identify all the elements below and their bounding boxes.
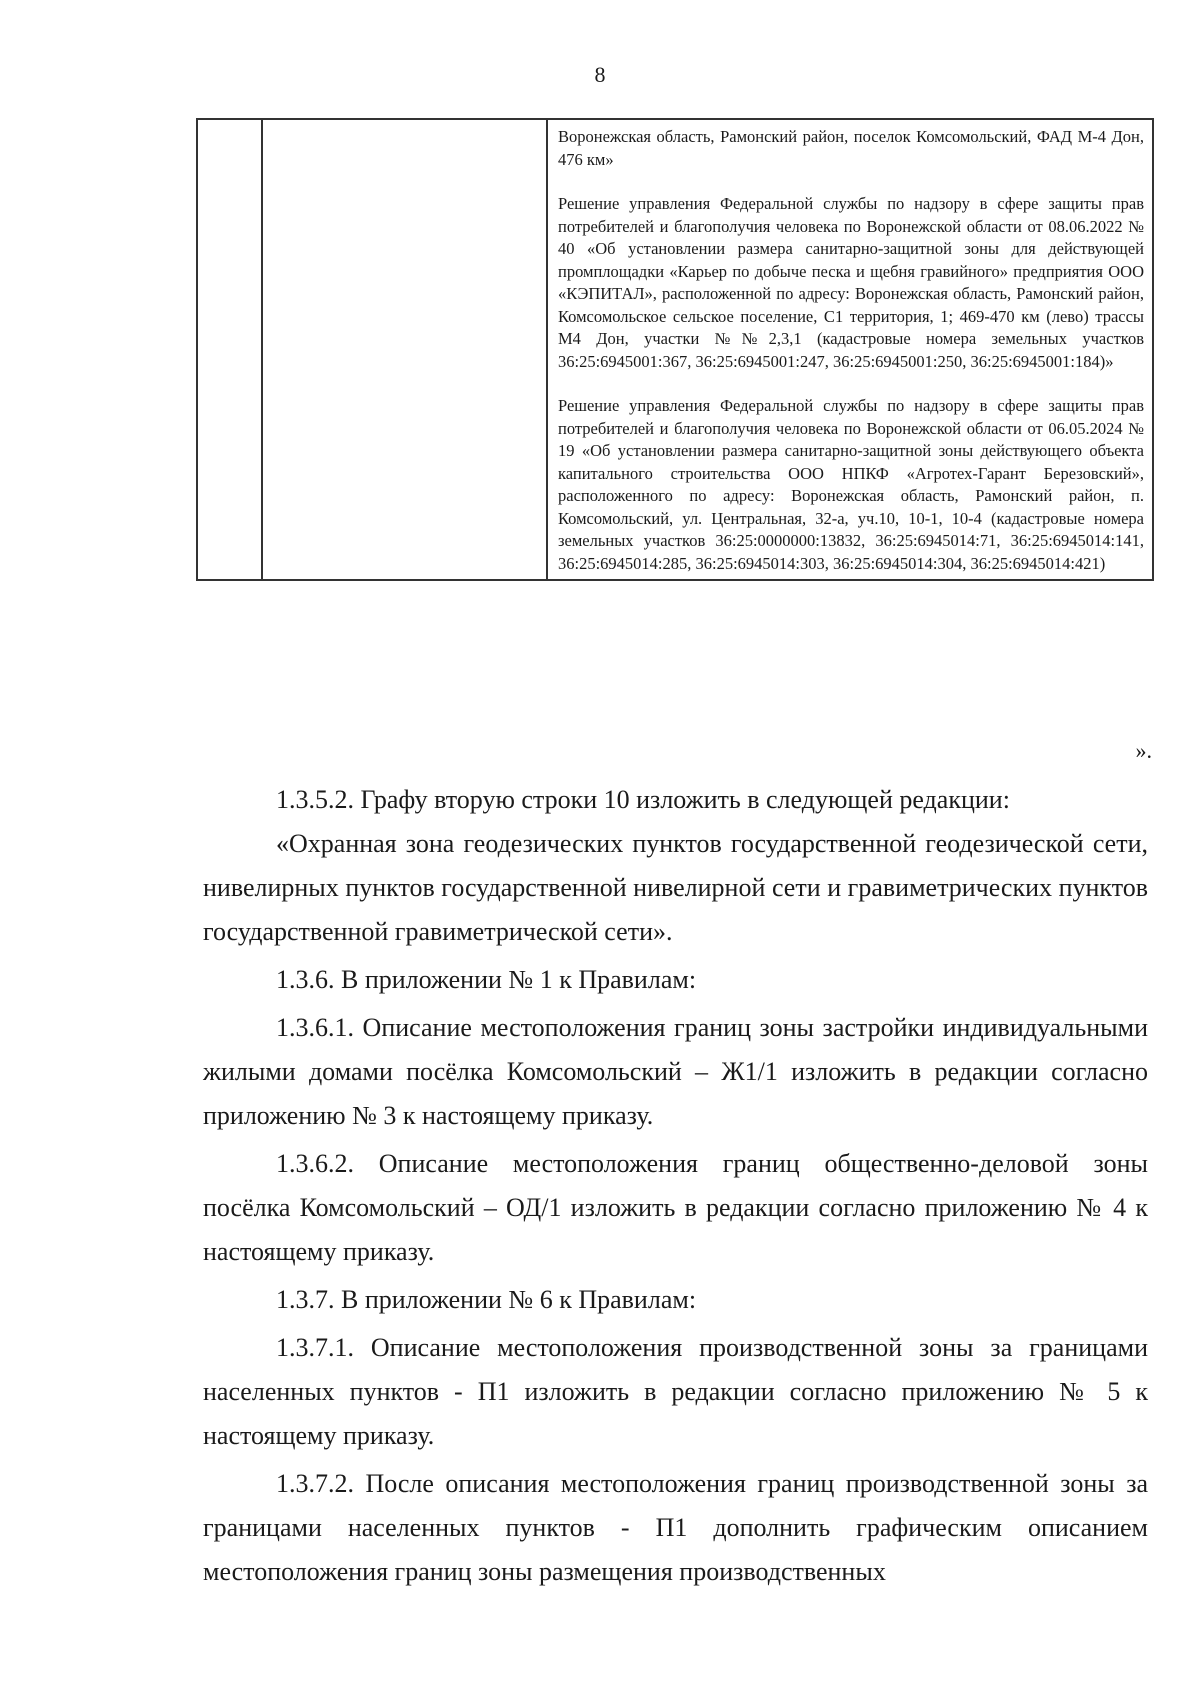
paragraph-1-3-5-2: 1.3.5.2. Графу вторую строки 10 изложить в следующей редакции: [276,785,1010,814]
table-row [197,119,1153,580]
paragraph-1-3-6: 1.3.6. В приложении № 1 к Правилам: [276,965,697,994]
amendment-table [196,118,1154,581]
paragraph-1-3-7-1: 1.3.7.1. Описание местоположения производственной зоны за границами населенных пунктов - П1 изложить в редакции согласно приложению № 5 к настоящему приказу. [203,1333,1148,1450]
page-number: 8 [594,62,606,87]
paragraph-1-3-6-1: 1.3.6.1. Описание местоположения границ зоны застройки индивидуальными жилыми домами посёлка Комсомольский – Ж1/1 изложить в редакции согласно приложению № 3 к настоящему приказу. [203,1013,1148,1130]
cell-paragraph-location: Воронежская область, Рамонский район, поселок Комсомольский, ФАД М-4 Дон, 476 км» [558,127,1144,169]
paragraph-quoted-zone-name: «Охранная зона геодезических пунктов государственной геодезической сети, нивелирных пунктов государственной нивелирной сети и гравиметрических пунктов государственной гравиметрической сети». [203,829,1148,946]
cell-paragraph-decision-2024: Решение управления Федеральной службы по надзору в сфере защиты прав потребителей и благополучия человека по Воронежской области от 06.05.2024 № 19 «Об установлении размера санитарно-защитной зоны действующего объекта капитального строительства ООО НПКФ «Агротех-Гарант Березовский», расположенного по адресу: Воронежская область, Рамонский район, п. Комсомольский, ул. Центральная, 32-а, уч.10, 10-1, 10-4 (кадастровые номера земельных участков 36:25:0000000:13832, 36:25:6945014:71, 36:25:6945014:141, 36:25:6945014:285, 36:25:6945014:303, 36:25:6945014:304, 36:25:6945014:421) [558,396,1144,573]
document-body [203,778,1148,1594]
table-closing-mark: ». [1135,738,1152,763]
paragraph-1-3-7-2: 1.3.7.2. После описания местоположения границ производственной зоны за границами населенных пунктов - П1 дополнить графическим описанием местоположения границ зоны размещения производственных [203,1469,1148,1586]
table-cell-documents [547,119,1153,580]
table-cell-number [197,119,262,580]
table-cell-zone-name [262,119,547,580]
cell-paragraph-decision-2022: Решение управления Федеральной службы по надзору в сфере защиты прав потребителей и благополучия человека по Воронежской области от 08.06.2022 № 40 «Об установлении размера санитарно-защитной зоны для действующей промплощадки «Карьер по добыче песка и щебня гравийного» предприятия ООО «КЭПИТАЛ», расположенной по адресу: Воронежская область, Рамонский район, Комсомольское сельское поселение, С1 территория, 1; 469-470 км (лево) трассы М4 Дон, участки №№2,3,1 (кадастровые номера земельных участков 36:25:6945001:367, 36:25:6945001:247, 36:25:6945001:250, 36:25:6945001:184)» [558,194,1144,371]
paragraph-1-3-7: 1.3.7. В приложении № 6 к Правилам: [276,1285,697,1314]
paragraph-1-3-6-2: 1.3.6.2. Описание местоположения границ общественно-деловой зоны посёлка Комсомольский – ОД/1 изложить в редакции согласно приложению № 4 к настоящему приказу. [203,1149,1148,1266]
